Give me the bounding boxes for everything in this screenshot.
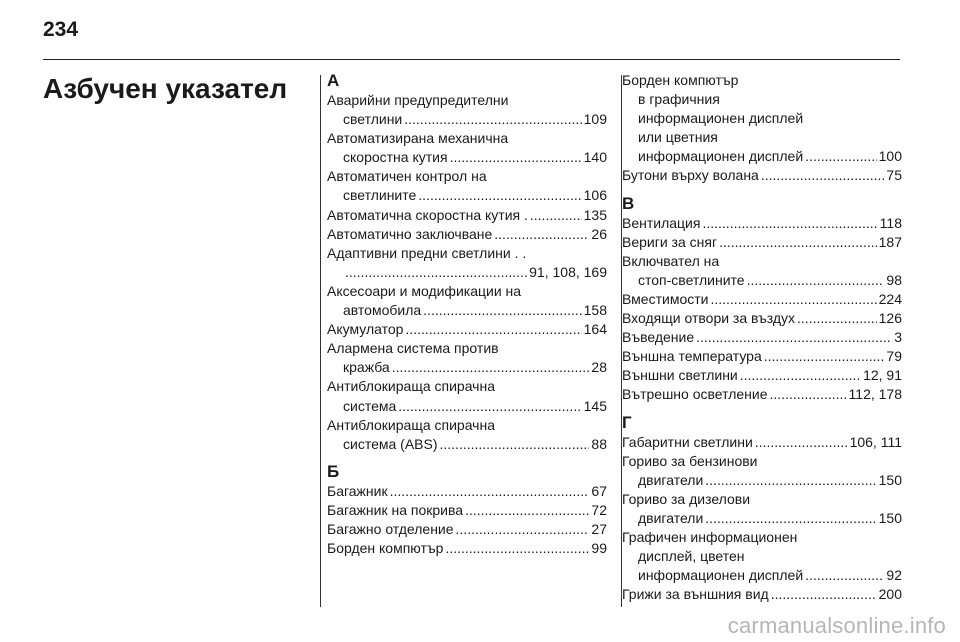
index-entry-text: Външна температура	[622, 348, 762, 365]
index-page-number: 158	[583, 302, 607, 319]
index-entry-text: Автоматизирана механична	[327, 130, 509, 147]
index-entry	[327, 320, 607, 339]
index-entry	[622, 385, 902, 404]
index-entry	[327, 206, 607, 225]
index-entry	[327, 520, 607, 539]
index-entry	[622, 214, 902, 233]
dot-leader	[771, 585, 877, 604]
index-entry-text: Гориво за бензинови	[622, 452, 758, 469]
index-entry-text: Входящи отвори за въздух	[622, 310, 796, 327]
dot-leader	[705, 509, 876, 528]
index-page-number: 3	[894, 329, 902, 346]
index-entry-text: двигатели	[638, 509, 704, 526]
index-entry	[327, 129, 607, 167]
dot-leader	[345, 263, 527, 282]
index-entry-text: информационен дисплей	[638, 148, 804, 165]
dot-leader	[445, 539, 589, 558]
index-entry	[622, 452, 902, 490]
dot-leader	[797, 309, 877, 328]
index-entry-text: Вътрешно осветление	[622, 386, 768, 403]
dot-leader	[740, 366, 861, 385]
dot-leader	[494, 225, 589, 244]
index-entry-text: светлините	[343, 187, 417, 204]
dot-leader	[440, 435, 590, 454]
index-entry-text: скоростна кутия	[343, 149, 448, 166]
index-page-number: 12, 91	[863, 367, 902, 384]
index-entry	[622, 71, 902, 166]
index-page-number: 135	[583, 206, 607, 223]
index-page-number: 100	[878, 148, 902, 165]
index-entry-text: Графичен информационен	[622, 528, 798, 545]
dot-leader	[404, 110, 581, 129]
index-entry	[622, 585, 902, 604]
index-entry	[622, 347, 902, 366]
index-column-1	[327, 71, 607, 558]
index-entry	[327, 539, 607, 558]
index-page-number: 106	[583, 187, 607, 204]
index-page-number: 91, 108, 169	[529, 263, 607, 280]
index-entry	[327, 91, 607, 129]
dot-leader	[405, 320, 581, 339]
index-page-number: 88	[591, 435, 607, 452]
index-entry-text: двигатели	[638, 471, 704, 488]
section-title: Азбучен указател	[43, 73, 288, 104]
index-entry	[622, 233, 902, 252]
index-page-number: 150	[878, 509, 902, 526]
index-page-number: 224	[878, 290, 902, 307]
index-page-number: 75	[886, 167, 902, 184]
index-entry	[327, 339, 607, 377]
index-entry-text: Алармена система против	[327, 340, 499, 357]
index-entry-text: Багажник на покрива	[327, 501, 464, 518]
index-entry-text: Габаритни светлини	[622, 433, 753, 450]
dot-leader	[710, 290, 876, 309]
index-entry-text: Акумулатор	[327, 321, 404, 338]
index-entry	[327, 244, 607, 282]
index-page-number: 72	[591, 501, 607, 518]
dot-leader	[530, 206, 582, 225]
index-page-number: 79	[886, 348, 902, 365]
index-entry-text: Аварийни предупредителни	[327, 92, 509, 108]
index-entry	[327, 416, 607, 454]
dot-leader	[423, 301, 581, 320]
index-entry	[622, 366, 902, 385]
index-entry	[327, 482, 607, 501]
index-entry-text: или цветния	[638, 129, 718, 146]
index-entry	[622, 433, 902, 452]
dot-leader	[392, 358, 590, 377]
index-entry	[327, 282, 607, 320]
index-entry	[622, 528, 902, 585]
index-page-number: 187	[878, 233, 902, 250]
dot-leader	[747, 271, 885, 290]
index-entry-text: Антиблокираща спирачна	[327, 416, 495, 433]
index-entry-text: светлини	[343, 111, 403, 128]
dot-leader	[696, 328, 892, 347]
dot-leader	[764, 347, 885, 366]
dot-leader	[805, 566, 884, 585]
index-entry-text: система	[343, 397, 397, 414]
index-page-number: 92	[886, 567, 902, 584]
index-entry	[622, 490, 902, 528]
index-entry-text: Борден компютър	[622, 72, 739, 88]
column-divider-left	[320, 75, 321, 607]
dot-leader	[805, 147, 876, 166]
index-entry-text: в графичния	[638, 91, 720, 108]
index-entry-text: дисплей, цветен	[638, 548, 745, 565]
index-entry-text: Включвател на	[622, 252, 720, 269]
dot-leader	[705, 471, 876, 490]
index-entry-text: Багажник	[327, 482, 388, 499]
index-entry-text: Автоматичен контрол на	[327, 168, 487, 185]
index-entry-text: Външни светлини	[622, 367, 738, 384]
index-page-number: 112, 178	[848, 386, 902, 403]
index-page-number: 200	[878, 586, 902, 603]
index-page-number: 140	[583, 149, 607, 166]
dot-leader	[465, 501, 589, 520]
index-entry-text: Вместимости	[622, 290, 709, 307]
index-column-2	[622, 71, 902, 604]
index-entry	[327, 377, 607, 415]
page-number: 234	[43, 18, 79, 41]
index-page-number: 145	[583, 397, 607, 414]
index-entry	[622, 328, 902, 347]
index-page-number: 98	[886, 271, 902, 288]
index-letter-heading: В	[622, 193, 635, 213]
watermark: carmanualsonline.info	[727, 613, 946, 638]
index-entry	[622, 309, 902, 328]
index-page-number: 26	[591, 225, 607, 242]
dot-leader	[398, 397, 581, 416]
index-entry-text: Багажно отделение	[327, 520, 454, 537]
dot-leader	[770, 385, 847, 404]
index-entry-text: стоп-светлините	[638, 271, 745, 288]
index-entry-text: Грижи за външния вид	[622, 586, 769, 603]
index-entry-text: Адаптивни предни светлини . .	[327, 244, 527, 261]
index-entry-text: Автоматична скоростна кутия .	[327, 206, 528, 223]
index-entry-text: Автоматично заключване	[327, 225, 493, 242]
index-entry	[622, 290, 902, 309]
index-page-number: 164	[583, 321, 607, 338]
header-rule	[43, 59, 900, 60]
index-entry-text: Вериги за сняг	[622, 233, 718, 250]
dot-leader	[761, 166, 885, 185]
index-entry-text: система (ABS)	[343, 435, 438, 452]
index-entry-text: автомобила	[343, 302, 422, 319]
index-entry	[327, 225, 607, 244]
dot-leader	[456, 520, 590, 539]
index-entry	[622, 252, 902, 290]
index-page-number: 118	[879, 214, 902, 231]
index-entry-text: Въведение	[622, 329, 695, 346]
index-entry	[622, 166, 902, 185]
index-page-number: 109	[583, 111, 607, 128]
index-entry	[327, 501, 607, 520]
index-page-number: 28	[591, 359, 607, 376]
dot-leader	[418, 186, 581, 205]
dot-leader	[702, 214, 877, 233]
index-entry-text: Вентилация	[622, 214, 701, 231]
index-page-number: 67	[591, 482, 607, 499]
index-entry-text: Бутони върху волана	[622, 167, 759, 184]
dot-leader	[390, 482, 590, 501]
index-letter-heading: Б	[327, 461, 340, 481]
index-page-number: 106, 111	[849, 433, 902, 450]
index-entry-text: информационен дисплей	[638, 567, 804, 584]
index-letter-heading: А	[327, 71, 340, 90]
index-entry	[327, 167, 607, 205]
index-page-number: 126	[878, 310, 902, 327]
dot-leader	[719, 233, 877, 252]
dot-leader	[755, 433, 848, 452]
index-entry-text: кражба	[343, 359, 390, 376]
index-entry-text: Гориво за дизелови	[622, 490, 751, 507]
index-entry-text: Аксесоари и модификации на	[327, 282, 522, 299]
index-page-number: 27	[591, 520, 607, 537]
index-page-number: 150	[878, 471, 902, 488]
index-letter-heading: Г	[622, 412, 632, 432]
index-page-number: 99	[591, 540, 607, 557]
index-entry-text: Антиблокираща спирачна	[327, 378, 495, 395]
index-entry-text: Борден компютър	[327, 540, 444, 557]
dot-leader	[450, 148, 582, 167]
index-entry-text: информационен дисплей	[638, 110, 804, 127]
